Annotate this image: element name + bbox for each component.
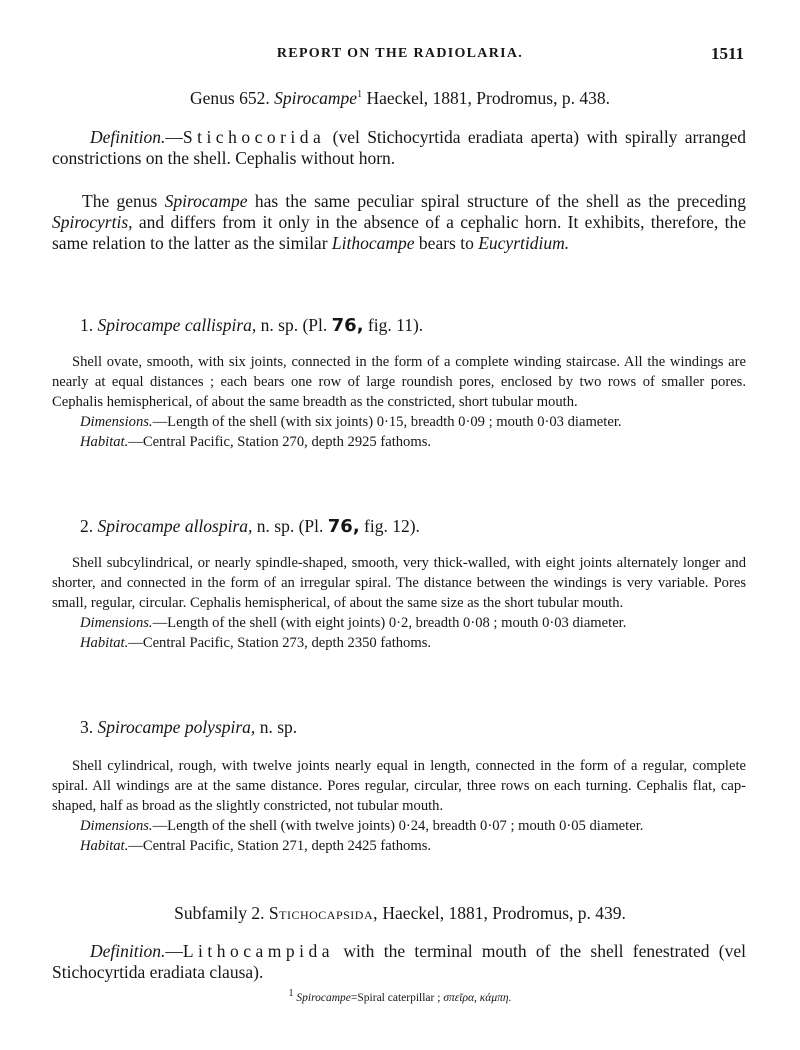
definition-text: (vel Stichocyrtida eradiata aperta) with spirally arranged constrictions on the shell. Cephalis without horn. bbox=[52, 127, 746, 168]
definition-group: Stichocorida bbox=[182, 127, 326, 147]
genus-name: Spirocampe bbox=[274, 88, 358, 108]
intro-genus-name: Eucyrtidium. bbox=[478, 233, 570, 253]
definition-dash: — bbox=[165, 941, 183, 961]
habitat-text: —Central Pacific, Station 271, depth 2425 fathoms. bbox=[128, 838, 432, 854]
definition-label: Definition. bbox=[90, 941, 166, 961]
species-description-callispira bbox=[52, 352, 746, 452]
species-description-polyspira bbox=[52, 756, 746, 856]
species-title-callispira bbox=[80, 315, 423, 336]
dimensions-label: Dimensions. bbox=[80, 818, 153, 834]
species-status: n. sp. bbox=[255, 717, 298, 737]
species-description-allospira bbox=[52, 553, 746, 653]
footnote bbox=[0, 988, 800, 1004]
genus-prefix: Genus 652. bbox=[190, 88, 275, 108]
figure-reference: fig. 11). bbox=[363, 315, 424, 335]
footnote-reference: 1 bbox=[357, 89, 363, 101]
species-title-polyspira bbox=[80, 717, 297, 738]
habitat-text: —Central Pacific, Station 270, depth 2925 fathoms. bbox=[128, 434, 432, 450]
species-name: Spirocampe callispira, bbox=[97, 315, 257, 335]
intro-genus-name: Spirocampe bbox=[164, 191, 248, 211]
species-habitat bbox=[52, 836, 746, 856]
intro-genus-name: Lithocampe bbox=[331, 233, 415, 253]
footnote-text: =Spiral caterpillar ; bbox=[350, 991, 444, 1004]
footnote-mark: 1 bbox=[288, 988, 294, 999]
species-name: Spirocampe polyspira, bbox=[97, 717, 256, 737]
page-number: 1511 bbox=[710, 44, 744, 63]
species-description: Shell ovate, smooth, with six joints, connected in the form of a complete winding staircase. All the windings are nearly at equal distances ; each bears one row of large roundish pores, enclosed by two rows of smaller pores. Cephalis hemispherical, of about the same breadth as the constricted, short tubular mouth. bbox=[52, 354, 746, 410]
dimensions-text: —Length of the shell (with twelve joints) 0·24, breadth 0·07 ; mouth 0·05 diameter. bbox=[152, 818, 644, 834]
subfamily-definition bbox=[52, 941, 746, 983]
genus-definition bbox=[52, 127, 746, 169]
definition-text: with the terminal mouth of the shell fenestrated (vel Stichocyrtida eradiata clausa). bbox=[52, 941, 746, 982]
footnote-term: Spirocampe bbox=[296, 991, 351, 1004]
genus-intro-paragraph bbox=[52, 191, 746, 254]
subfamily-prefix: Subfamily 2. bbox=[174, 903, 269, 923]
footnote-greek: σπεῖρα, κάμπη. bbox=[443, 991, 512, 1004]
dimensions-text: —Length of the shell (with six joints) 0·15, breadth 0·09 ; mouth 0·03 diameter. bbox=[152, 414, 622, 430]
species-number: 3. bbox=[80, 717, 98, 737]
subfamily-heading bbox=[0, 903, 800, 924]
genus-citation: Haeckel, 1881, Prodromus, p. 438. bbox=[362, 88, 610, 108]
habitat-text: —Central Pacific, Station 273, depth 2350 fathoms. bbox=[128, 635, 432, 651]
intro-text: has the same peculiar spiral structure of the shell as the preceding bbox=[247, 191, 746, 211]
habitat-label: Habitat. bbox=[80, 434, 129, 450]
species-number: 1. bbox=[80, 315, 98, 335]
species-dimensions bbox=[52, 412, 746, 432]
dimensions-text: —Length of the shell (with eight joints) 0·2, breadth 0·08 ; mouth 0·03 diameter. bbox=[152, 615, 627, 631]
running-title: REPORT ON THE RADIOLARIA. bbox=[276, 46, 524, 61]
figure-reference: fig. 12). bbox=[359, 516, 420, 536]
species-dimensions bbox=[52, 816, 746, 836]
intro-text: and differs from it only in the absence of a cephalic horn. It exhibits, therefore, the same relation to the latter as the similar bbox=[52, 212, 746, 253]
genus-heading bbox=[0, 88, 800, 109]
plate-number: 76, bbox=[331, 315, 364, 336]
definition-label: Definition. bbox=[90, 127, 166, 147]
habitat-label: Habitat. bbox=[80, 635, 129, 651]
intro-text: bears to bbox=[414, 233, 479, 253]
subfamily-name: Stichocapsida, bbox=[268, 903, 379, 923]
intro-genus-name: Spirocyrtis, bbox=[52, 212, 133, 232]
species-name: Spirocampe allospira, bbox=[97, 516, 253, 536]
species-number: 2. bbox=[80, 516, 98, 536]
species-dimensions bbox=[52, 613, 746, 633]
definition-group: Lithocampida bbox=[182, 941, 335, 961]
running-head bbox=[0, 44, 800, 68]
species-title-allospira bbox=[80, 516, 420, 537]
plate-number: 76, bbox=[327, 516, 360, 537]
dimensions-label: Dimensions. bbox=[80, 414, 153, 430]
subfamily-citation: Haeckel, 1881, Prodromus, p. 439. bbox=[378, 903, 626, 923]
species-description: Shell cylindrical, rough, with twelve joints nearly equal in length, connected in the form of a regular, complete spiral. All windings are at the same distance. Pores regular, circular, three rows on each turning. Cephalis flat, cap-shaped, half as broad as the slightly constricted, not tubular mouth. bbox=[52, 758, 746, 814]
definition-dash: — bbox=[165, 127, 183, 147]
dimensions-label: Dimensions. bbox=[80, 615, 153, 631]
species-habitat bbox=[52, 633, 746, 653]
intro-text: The genus bbox=[82, 191, 165, 211]
species-status: n. sp. (Pl. bbox=[256, 315, 332, 335]
species-description: Shell subcylindrical, or nearly spindle-shaped, smooth, very thick-walled, with eight joints alternately longer and shorter, and connected in the form of an irregular spiral. The distance between the windings is very variable. Pores small, regular, circular. Cephalis hemispherical, of about the same size as the short tubular mouth. bbox=[52, 555, 746, 611]
species-status: n. sp. (Pl. bbox=[252, 516, 328, 536]
species-habitat bbox=[52, 432, 746, 452]
habitat-label: Habitat. bbox=[80, 838, 129, 854]
